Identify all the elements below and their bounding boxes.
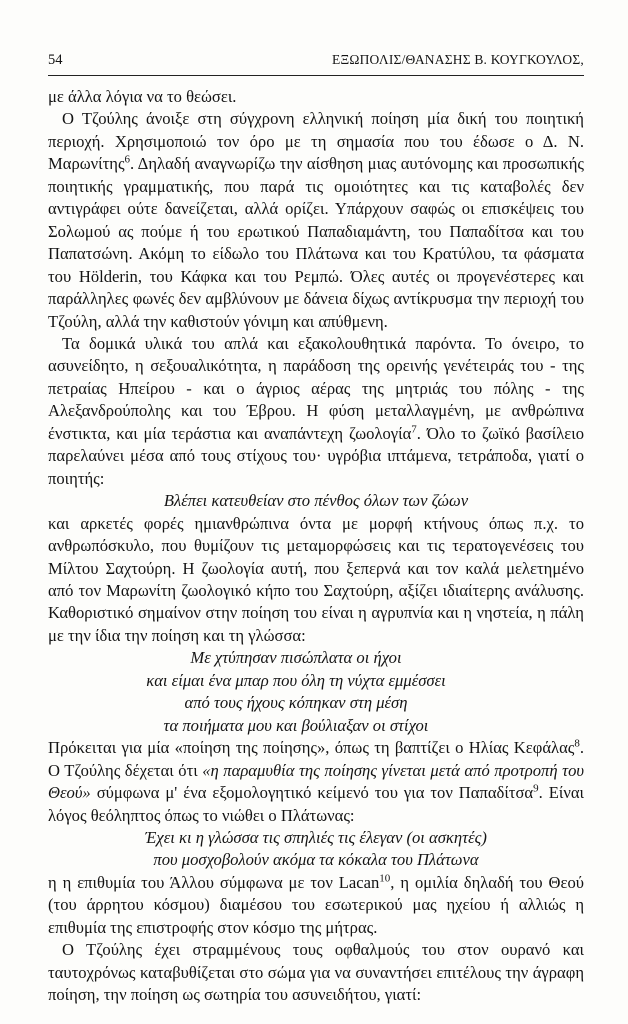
italic-quote: «η παραμυθία της ποίησης γίνεται μετά από προτροπή του Θεού»	[48, 760, 584, 803]
footnote-ref: 6	[124, 153, 131, 166]
verse-line: και είμαι ένα μπαρ που όλη τη νύχτα εμμέσσει	[146, 670, 446, 690]
paragraph	[48, 872, 584, 939]
page-number: 54	[48, 52, 63, 68]
footnote-ref: 10	[379, 872, 391, 885]
verse-line: από τους ήχους κόπηκαν στη μέση	[184, 693, 408, 713]
footnote-ref: 8	[574, 737, 580, 750]
paragraph-text: . Είναι λόγος θεόληπτος όπως το νιώθει ο Πλάτωνας:	[48, 783, 584, 825]
paragraph-text: . Δηλαδή αναγνωρίζω την αίσθηση μιας αυτόνομης και προσωπικής ποιητικής γραμματικής, που παρά τις ομοιότητες και τις καταβολές δεν αντιγράφει ούτε δανείζεται, αλλά ορίζει. Υπάρχουν σαφώς οι επισκέψεις του Σολωμού ας πούμε ή του ερωτικού Παπαδιαμάντη, του Παπαδίτσα και του Παπατσώνη. Ακόμη το είδωλο του Πλάτωνα και του Κρατύλου, τα φάσματα του Hölderin, του Κάφκα και του Ρεμπώ. Όλες αυτές οι προγενέστερες και παράλληλες φωνές δεν αμβλύνουν με δάνεια δίχως αντίκρυσμα την περιοχή του Τζούλη, αλλά την καθιστούν γόνιμη και απύθμενη.	[48, 154, 584, 331]
paragraph-text: . Όλο το ζωϊκό βασίλειο παρελαύνει μέσα από τους στίχους του· υγρόβια ιπτάμενα, τετράποδα, γιατί ο ποιητής:	[48, 423, 584, 488]
paragraph	[48, 737, 584, 827]
paragraph	[48, 108, 584, 333]
verse-line: τα ποιήματα μου και βούλιαξαν οι στίχοι	[163, 715, 429, 735]
paragraph	[48, 333, 584, 490]
verse-line: Με χτύπησαν πισώπλατα οι ήχοι	[190, 648, 402, 668]
paragraph-text: Πρόκειται για μία «ποίηση της ποίησης», όπως τη βαπτίζει ο Ηλίας Κεφάλας	[48, 738, 575, 758]
running-head: ΕΞΩΠΟΛΙΣ/ΘΑΝΑΣΗΣ Β. ΚΟΥΓΚΟΥΛΟΣ,	[332, 52, 584, 67]
verse-line: Έχει κι η γλώσσα τις σπηλιές τις έλεγαν (οι ασκητές)	[145, 827, 487, 847]
footnote-ref: 7	[411, 423, 417, 436]
paragraph: Ο Τζούλης έχει στραμμένους τους οφθαλμούς του στον ουρανό και ταυτοχρόνως καταβυθίζεται στο σώμα για να συναντήσει επιτέλους την άγραφη ποίηση, την ποίηση ως σωτηρία του ασυνειδήτου, γιατί:	[48, 940, 584, 1005]
quoted-verse: Βλέπει κατευθείαν στο πένθος όλων των ζώων	[163, 491, 469, 511]
paragraph: με άλλα λόγια να το θεώσει.	[48, 87, 237, 106]
paragraph-text: , η ομιλία δηλαδή του Θεού (του άρρητου κόσμου) διαμέσου του εσωτερικού μας ηχείου ή αλλιώς η επιθυμία της επιστροφής στον κόσμο της μήτρας.	[48, 872, 584, 937]
paragraph-text: η η επιθυμία του Άλλου σύμφωνα με τον Lacan	[48, 872, 380, 892]
page-header	[48, 52, 584, 72]
paragraph-text: σύμφωνα μ' ένα εξομολογητικό κείμενό του για τον Παπαδίτσα	[90, 783, 534, 803]
header-rule	[48, 75, 584, 76]
footnote-ref: 9	[533, 782, 539, 795]
paragraph-text: Τα δομικά υλικά του απλά και εξακολουθητικά παρόντα. Το όνειρο, το ασυνείδητο, η σεξουαλικότητα, η παράδοση της ορεινής γενέτειράς του - της πετραίας Ηπείρου - και ο άγριος αέρας της μητριάς του πόλης - της Αλεξανδρούπολης και του Έβρου. Η φύση μεταλλαγμένη, με ανθρώπινα ένστικτα, και μία τεράστια και αναπάντεχη ζωολογία	[48, 333, 584, 443]
verse-line: που μοσχοβολούν ακόμα τα κόκαλα του Πλάτωνα	[153, 850, 479, 870]
paragraph-text: . Ο Τζούλης δέχεται ότι	[48, 738, 584, 780]
paragraph: και αρκετές φορές ημιανθρώπινα όντα με μορφή κτήνους όπως π.χ. το ανθρωπόσκυλο, που θυμίζουν τις μεταμορφώσεις και τις τερατογενέσεις του Μίλτου Σαχτούρη. Η ζωολογία αυτή, που ξεπερνά και τον καλά μελετημένο από τον Μαρωνίτη ζωολογικό κήπο του Σαχτούρη, αξίζει ιδιαίτερης ανάλυσης. Καθοριστικό σημαίνον στην ποίηση του είναι η αγρυπνία και η νηστεία, η πάλη με την ίδια την ποίηση και τη γλώσσα:	[48, 513, 584, 645]
paragraph-text: Ο Τζούλης άνοιξε στη σύγχρονη ελληνική ποίηση μία δική του ποιητική περιοχή. Χρησιμοποιώ τον όρο με τη σημασία που του έδωσε ο Δ. Ν. Μαρωνίτης	[48, 109, 584, 174]
body-text	[48, 86, 584, 1007]
